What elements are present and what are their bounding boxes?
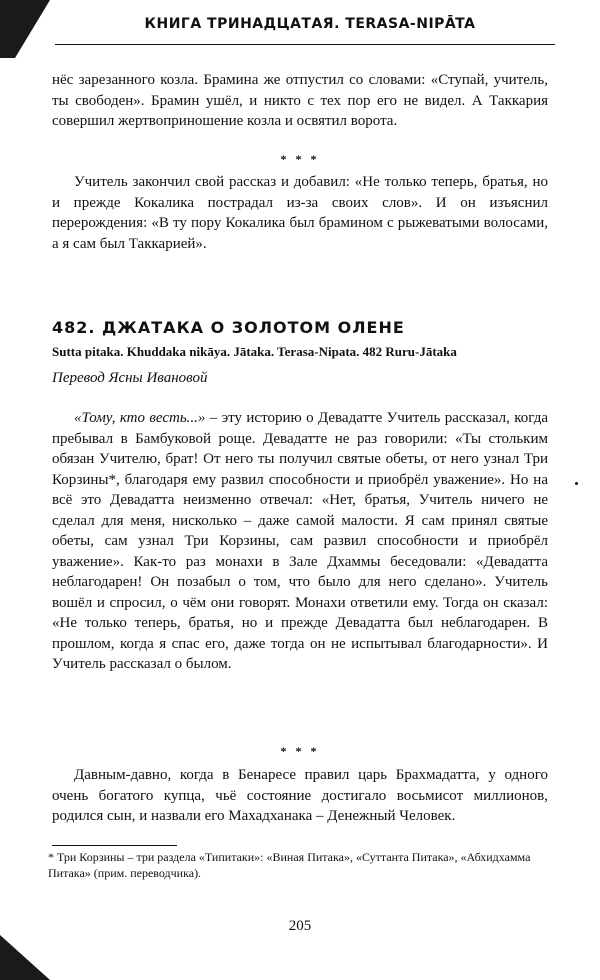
page-number: 205 xyxy=(288,918,312,934)
story-paragraph: Давным-давно, когда в Бенаресе правил царь Брахмадатта, у одного очень богатого купца, чьё состояние достигало восьмисот миллионов, родился сын, и назвали его Махадханака – Денежный Человек. xyxy=(52,767,548,824)
section-separator: * * * xyxy=(280,152,320,166)
chapter-translator: Перевод Ясны Ивановой xyxy=(52,370,208,386)
page-corner-shadow-bottom xyxy=(0,935,50,980)
chapter-title: 482. ДЖАТАКА О ЗОЛОТОМ ОЛЕНЕ xyxy=(52,318,405,337)
page-corner-shadow-top xyxy=(0,0,50,58)
closing-paragraph: Учитель закончил свой рассказ и добавил: «Не только теперь, братья, но и прежде Кокалика пострадал из-за своих слов». И он изъяснил перерождения: «В ту пору Кокалика был брамином с рыжеватыми волосами, а я сам был Таккарией». xyxy=(52,174,548,252)
footnote-rule xyxy=(52,845,177,846)
intro-paragraph xyxy=(52,408,548,675)
footnote: * Три Корзины – три раздела «Типитаки»: «Виная Питака», «Суттанта Питака», «Абхидхамма Питака» (прим. переводчика). xyxy=(48,850,531,880)
header-rule xyxy=(55,44,555,45)
top-paragraph: нёс зарезанного козла. Брамина же отпустил со словами: «Ступай, учитель, ты свободен». Брамин ушёл, и никто с тех пор его не видел. А Таккария совершил жертвоприношение козла и освятил ворота. xyxy=(52,72,548,129)
running-header: КНИГА ТРИНАДЦАТАЯ. TERASA-NIPĀTA xyxy=(144,16,476,32)
intro-text: – эту историю о Девадатте Учитель рассказал, когда пребывал в Бамбуковой роще. Девадатте не раз говорили: «Ты стольким обязан Учителю, брат! От него ты получил святые обеты, от него узнал Три Корзины*, благодаря ему развил способности и приобрёл уважение». Но на всё это Девадатта неизменно отвечал: «Нет, братья, Учитель ничего не сделал для меня, нисколько – даже самой малости. Я сам принял святые обеты, сам узнал Три Корзины, сам развил способности и приобрёл уважение». Как-то раз монахи в Зале Дхаммы беседовали: «Девадатта неблагодарен! Он позабыл о том, что было для него сделано». Учитель вошёл и спросил, о чём они говорят. Монахи ответили ему. Тогда он сказал: «Не только теперь, братья, но и прежде Девадатта был неблагодарен. В прошлом, когда я спас его, даже тогда он не испытывал благодарности». И Учитель рассказал о былом. xyxy=(52,410,548,672)
chapter-source: Sutta pitaka. Khuddaka nikāya. Jātaka. Terasa-Nipata. 482 Ruru-Jātaka xyxy=(52,344,457,359)
stray-mark xyxy=(575,482,578,485)
intro-quote: «Тому, кто весть...» xyxy=(74,410,206,426)
section-separator-2: * * * xyxy=(280,744,320,758)
